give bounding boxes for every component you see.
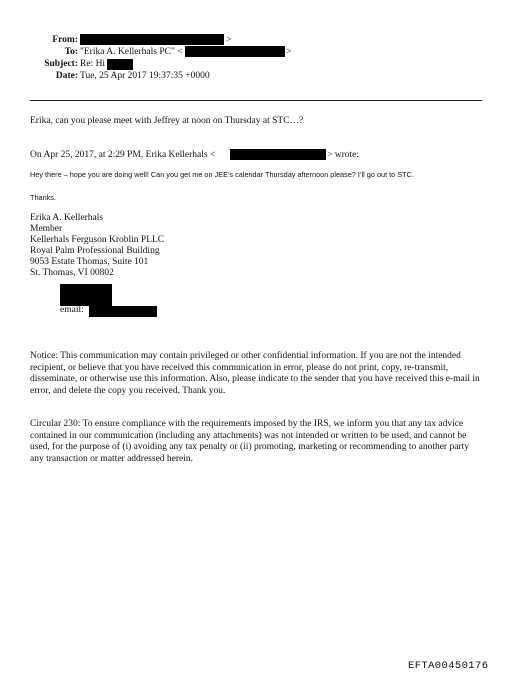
message-text: Erika, can you please meet with Jeffrey at noon on Thursday at STC…? bbox=[30, 116, 304, 126]
redacted-email bbox=[89, 306, 157, 317]
signature-city: St. Thomas, VI 00802 bbox=[30, 268, 114, 278]
quoted-intro-prefix: On Apr 25, 2017, at 2:29 PM, Erika Kellerhals < bbox=[30, 150, 216, 160]
quoted-intro-suffix: > wrote: bbox=[327, 150, 360, 160]
to-label: To: bbox=[64, 47, 78, 57]
redacted-subject-name bbox=[107, 59, 133, 70]
signature-building: Royal Palm Professional Building bbox=[30, 246, 160, 256]
signature-name: Erika A. Kellerhals bbox=[30, 213, 104, 223]
redacted-sender-address bbox=[230, 149, 326, 160]
to-close: > bbox=[286, 47, 292, 57]
header-divider bbox=[30, 100, 482, 101]
subject-label: Subject: bbox=[44, 59, 78, 69]
bates-number: EFTA00450176 bbox=[408, 660, 489, 672]
from-label: From: bbox=[52, 35, 78, 45]
from-close: > bbox=[226, 35, 232, 45]
signature-email-label: email: bbox=[60, 305, 84, 315]
signature-firm: Kellerhals Ferguson Kroblin PLLC bbox=[30, 235, 165, 245]
confidentiality-notice: Notice: This communication may contain privileged or other confidential information. If you are not the intended recipient, or believe that you have received this communication in error, please do not print, copy, re-transmit, disseminate, or otherwise use this information. Also, please indicate to the sender that you have received this e-mail in error, and delete the copy you received. Thank you. bbox=[30, 351, 480, 396]
quoted-thanks: Thanks. bbox=[30, 193, 56, 202]
date-value: Tue, 25 Apr 2017 19:37:35 +0000 bbox=[80, 71, 210, 81]
redacted-from-address bbox=[80, 34, 224, 45]
signature-street: 9053 Estate Thomas, Suite 101 bbox=[30, 257, 149, 267]
circular-230-notice: Circular 230: To ensure compliance with the requirements imposed by the IRS, we inform you that any tax advice contained in our communication (including any attachments) was not intended or written to be used, and cannot be used, for the purpose of (i) avoiding any tax penalty or (ii) promoting, marketing or recommending to another party any transaction or matter addressed herein. bbox=[30, 419, 469, 464]
signature-title: Member bbox=[30, 224, 63, 234]
quoted-message: Hey there – hope you are doing well! Can you get me on JEE’s calendar Thursday afternoon please? I’ll go out to STC. bbox=[30, 170, 414, 179]
redacted-to-address bbox=[185, 46, 285, 57]
subject-value: Re: Hi bbox=[80, 59, 106, 69]
redacted-phone-1 bbox=[60, 284, 112, 296]
date-label: Date: bbox=[55, 71, 78, 81]
to-value: "Erika A. Kellerhals PC" < bbox=[80, 47, 183, 57]
